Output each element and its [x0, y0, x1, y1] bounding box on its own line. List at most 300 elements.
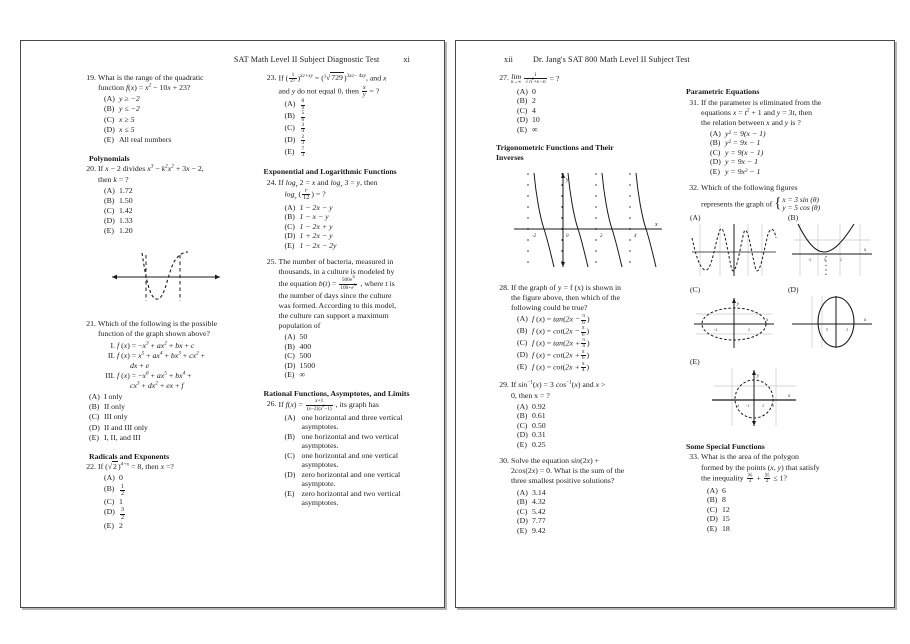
question-number: 27.: [499, 73, 509, 82]
choices-22: [104, 473, 250, 531]
choice-text: I, II, and III: [104, 432, 141, 442]
choice-a[interactable]: [285, 203, 431, 213]
question-stem: Solve the equation sin(2x) + 2cos(2x) = 0. What is the sum of the three smallest positive solutions?: [511, 456, 672, 486]
choice-text: II only: [104, 402, 126, 412]
svg-text:-4: -4: [736, 402, 740, 408]
figure-tall-ellipse: [788, 294, 880, 355]
choice-text: 1.42: [119, 205, 133, 215]
choice-label: (A): [284, 99, 296, 109]
fraction-numerator: 8: [301, 98, 305, 105]
stem-line-1: The number of bacteria, measured in: [278, 257, 394, 267]
question-number: 28.: [499, 283, 509, 293]
svg-text:2: 2: [600, 234, 603, 240]
trig-function: cot: [553, 326, 563, 336]
choice-text: y = 9(x − 1): [725, 147, 764, 157]
choice-text: y = 9x² − 1: [725, 166, 761, 176]
choice-label: (B): [707, 495, 718, 504]
choices-28: [517, 314, 672, 373]
choice-b[interactable]: [517, 411, 672, 421]
stem-line-1: If the parameter is eliminated from the: [701, 97, 822, 107]
choice-b[interactable]: [517, 326, 672, 338]
choice-b[interactable]: [104, 484, 250, 498]
choice-c[interactable]: [517, 106, 672, 116]
choice-d[interactable]: [710, 157, 880, 167]
question-25: [264, 257, 431, 380]
choice-label: (D): [710, 157, 721, 167]
svg-text:2: 2: [748, 326, 750, 332]
choice-text: [300, 147, 431, 159]
choices-23: [285, 99, 431, 158]
choice-e[interactable]: [517, 362, 672, 374]
question-number: 30.: [499, 456, 509, 466]
roman-text: f $(x) = -x^3 + ax^2$ + bx + c: [117, 339, 195, 350]
choice-text: [300, 489, 431, 508]
section-heading-parametric: Parametric Equations: [686, 87, 760, 96]
choice-d[interactable]: [285, 361, 431, 371]
question-stem: If $\log_r 2 = x$ and $\log_r 3 = y$, then $\log_r$ ( $\frac{r}{12}$ ) = ?: [279, 178, 431, 202]
choice-c[interactable]: [710, 148, 880, 158]
choice-c[interactable]: [104, 115, 250, 125]
question-31: [686, 98, 880, 177]
trig-function: tan: [553, 338, 564, 348]
choice-text: 15: [722, 514, 730, 523]
fraction-numerator: π: [581, 360, 585, 367]
choice-text: [119, 507, 250, 521]
choice-e[interactable]: [517, 526, 672, 536]
choice-e[interactable]: [285, 370, 431, 380]
section-heading-rational: Rational Functions, Asymptotes, and Limits: [263, 388, 410, 398]
stem-line-3: [701, 473, 880, 485]
choice-c[interactable]: [104, 206, 250, 216]
fraction-denominator: 6: [582, 319, 585, 326]
choice-b[interactable]: [285, 212, 431, 222]
choice-line-1: one horizontal and two vertical: [301, 431, 399, 441]
choice-label: (A): [104, 185, 115, 195]
choice-text: 2: [119, 521, 123, 530]
fraction-denominator: 6: [301, 116, 305, 123]
choice-text: 1.20: [119, 226, 133, 236]
stem-line-2: [701, 196, 880, 213]
choice-b[interactable]: [285, 111, 431, 123]
choice-text: [300, 451, 431, 470]
stem-line-1: What is the range of the quadratic: [98, 73, 204, 82]
fraction-denominator: 3: [301, 151, 305, 158]
choice-b[interactable]: [707, 495, 880, 505]
choice-text: [300, 111, 431, 123]
choice-label: (C): [517, 338, 528, 348]
stem-line-1: Which of the following is the possible: [98, 319, 218, 329]
figure-choice-e[interactable]: [690, 357, 880, 433]
question-number: 21.: [86, 319, 96, 329]
choice-label: (B): [284, 212, 295, 222]
choices-31: [710, 129, 880, 177]
choice-label: (D): [284, 134, 296, 144]
choice-d[interactable]: [517, 350, 672, 362]
choice-d[interactable]: [707, 514, 880, 524]
choice-text: 8: [722, 495, 726, 504]
choice-e[interactable]: [285, 241, 431, 251]
choices-33: [707, 486, 880, 534]
choice-a[interactable]: [285, 332, 431, 342]
choice-text: 400: [299, 341, 312, 351]
section-heading-trig: Trigonometric Functions and Their Inverses: [496, 143, 614, 162]
choice-c[interactable]: [517, 507, 672, 517]
choice-c[interactable]: [285, 451, 431, 470]
choice-text: f (x) = cot(2x − $\frac{\pi}{6}$ ): [532, 325, 590, 338]
choice-label: (C): [284, 351, 295, 361]
trig-argument: 2x +: [565, 338, 581, 348]
choice-label: (C): [104, 114, 115, 124]
svg-text:2: 2: [846, 326, 848, 332]
figure-choice-c[interactable]: [690, 285, 782, 355]
question-number: 25.: [266, 257, 277, 267]
section-heading-exponential: Exponential and Logarithmic Functions: [263, 167, 397, 177]
left-column-2: [264, 73, 431, 538]
svg-text:-2: -2: [532, 234, 537, 240]
fraction-denominator: 2: [121, 513, 125, 521]
right-column-1: [496, 73, 672, 542]
choices-20: [104, 186, 250, 237]
stem-line-2: formed by the points (x, y) that satisfy: [701, 462, 820, 472]
choice-text: 3.14: [532, 487, 546, 497]
choice-text: 18: [722, 523, 730, 533]
choice-e[interactable]: [707, 524, 880, 534]
choice-text: 7.77: [532, 516, 546, 525]
choice-text: III only: [104, 412, 128, 422]
abs-x-fraction: [747, 473, 754, 485]
choice-label: (D): [707, 514, 718, 523]
choice-text: 1500: [299, 360, 316, 370]
choice-label: (A): [517, 86, 528, 96]
fraction-numerator: |y|: [764, 471, 770, 478]
svg-text:0: 0: [566, 234, 569, 240]
choice-d[interactable]: [104, 216, 250, 226]
stem-line-2: 0, then x = ?: [511, 390, 550, 400]
choice-d[interactable]: [89, 423, 250, 433]
figure-label: (C): [690, 284, 701, 294]
roman-label: III.: [105, 370, 115, 380]
choice-b[interactable]: [104, 196, 250, 206]
fraction-denominator: 4: [581, 366, 585, 373]
choice-a[interactable]: [104, 473, 250, 483]
choice-d[interactable]: [285, 135, 431, 147]
fraction-numerator: 1: [121, 482, 125, 490]
choice-label: (E): [284, 370, 295, 380]
choice-text: y = 9x − 1: [725, 157, 759, 167]
question-number: 32.: [689, 183, 699, 193]
roman-option-i: [104, 341, 250, 351]
choice-text: y² = 9(x − 1): [725, 128, 766, 138]
choice-text: [119, 484, 250, 498]
stem-line-3: the equation b(t) = $\frac{500e^{3t}}{100+e^{3t}}$ , where t is: [278, 275, 395, 291]
stem-line-2: 2cos(2x) = 0. What is the sum of the: [511, 466, 625, 476]
choice-e[interactable]: [285, 489, 431, 508]
question-19: [83, 73, 250, 145]
choice-d[interactable]: [517, 516, 672, 526]
choice-label: (C): [284, 450, 295, 460]
question-22: [83, 462, 250, 531]
svg-text:2: 2: [840, 256, 842, 262]
choice-label: (B): [104, 104, 115, 114]
question-number: 26.: [266, 399, 277, 409]
choice-b[interactable]: [710, 138, 880, 148]
fraction-denominator: 4: [301, 128, 305, 135]
choice-label: (C): [707, 504, 718, 514]
choice-text: 0.61: [532, 411, 546, 421]
fraction-numerator: 3: [121, 506, 125, 514]
choice-text: 1 − 2x − y: [299, 202, 333, 212]
fraction-numerator: |x|: [747, 471, 753, 478]
right-page-columns: [470, 73, 880, 542]
choice-c[interactable]: [285, 123, 431, 135]
abs-y-fraction: [764, 473, 771, 485]
choice-c[interactable]: [707, 505, 880, 515]
choice-d[interactable]: [517, 430, 672, 440]
choice-label: (D): [104, 216, 115, 225]
question-number: 29.: [499, 380, 509, 390]
plus-sign: +: [754, 473, 763, 483]
choice-label: (E): [104, 226, 114, 236]
choice-b[interactable]: [517, 497, 672, 507]
stem-line-2: and y do not equal 0, then $\frac{x}{y}$ = ?: [278, 83, 380, 99]
choice-text: II and III only: [104, 422, 148, 432]
choice-d[interactable]: [285, 470, 431, 489]
choice-text: f (x) = cot(2x + $\frac{\pi}{4}$ ): [532, 360, 590, 373]
svg-text:-2: -2: [746, 402, 750, 408]
parametric-system: { x = 3 sin (θ) y = 5 cos (θ): [774, 194, 821, 213]
choice-b[interactable]: [517, 96, 672, 106]
choice-c[interactable]: [285, 222, 431, 232]
choice-b[interactable]: [285, 342, 431, 352]
choice-a[interactable]: [104, 94, 250, 104]
choice-text: 1.50: [119, 195, 133, 205]
choice-e[interactable]: [517, 440, 672, 450]
choice-label: (E): [284, 146, 295, 156]
choice-label: (B): [710, 138, 721, 148]
running-head-left: [35, 53, 430, 67]
roman-text: f $(x) = x^5 + ax^4 + bx^3 + cx^2$ + dx + e: [117, 350, 206, 370]
choice-a[interactable]: [517, 314, 672, 326]
choice-label: (C): [517, 420, 528, 430]
choice-d[interactable]: [517, 115, 672, 125]
choice-label: (D): [517, 349, 528, 359]
fraction-denominator: 2: [764, 478, 771, 484]
left-column-1: [83, 73, 250, 538]
choice-e[interactable]: [710, 167, 880, 177]
question-number: 24.: [266, 177, 277, 187]
choice-e[interactable]: [517, 125, 672, 135]
choice-label: (E): [707, 523, 717, 533]
choice-text: [300, 123, 431, 135]
choice-b[interactable]: [104, 104, 250, 114]
choice-label: (D): [284, 360, 296, 370]
svg-text:y: y: [757, 373, 760, 379]
fraction-denominator: 6: [581, 355, 585, 362]
choice-label: (E): [517, 124, 527, 134]
choice-label: (A): [104, 94, 115, 104]
choice-line-2: asymptotes.: [301, 460, 339, 470]
question-32: [686, 183, 880, 433]
choice-a[interactable]: [517, 402, 672, 412]
choice-d[interactable]: [104, 507, 250, 521]
stem-line-3-pre: the inequality: [701, 473, 746, 483]
choice-c[interactable]: [285, 351, 431, 361]
question-stem: If $\sin^{-1}(x) = 3$ $\cos^{-1}(x)$ and x > 0, then x = ?: [511, 380, 672, 400]
figure-label: (A): [690, 212, 701, 222]
figure-parabola: [788, 222, 880, 283]
svg-text:0: 0: [824, 256, 826, 262]
stem-line-1: What is the area of the polygon: [701, 452, 799, 462]
question-stem: [701, 452, 880, 484]
choice-text: 4.32: [532, 497, 546, 506]
choice-text: 1 − x − y: [299, 212, 329, 222]
choice-a[interactable]: [285, 99, 431, 111]
page-left: [20, 40, 445, 608]
choice-text: 9.42: [532, 525, 546, 535]
choice-e[interactable]: [104, 135, 250, 145]
choice-label: (E): [89, 432, 99, 442]
choice-text: [300, 99, 431, 111]
svg-text:x: x: [864, 317, 867, 323]
roman-option-iii: [104, 371, 250, 391]
trig-argument: 2x −: [565, 326, 580, 336]
stem-line-2: then k = ?: [98, 174, 129, 184]
choice-text: 1.33: [119, 216, 133, 225]
question-stem: If $(√2)^{4+x} = 8$, then x =?: [98, 461, 174, 472]
choice-c[interactable]: [89, 412, 250, 422]
choice-label: (D): [104, 507, 115, 517]
choice-label: (D): [284, 231, 296, 241]
choice-label: (D): [517, 430, 528, 440]
choice-c[interactable]: [517, 338, 672, 350]
choice-label: (A): [517, 401, 528, 411]
choice-text: 1 − 2x + y: [299, 221, 333, 231]
question-21: [83, 319, 250, 443]
choices-29: [517, 402, 672, 450]
svg-text:x: x: [864, 247, 867, 253]
choice-c[interactable]: [104, 497, 250, 507]
fraction-numerator: π: [582, 313, 585, 320]
limit-word: lim: [511, 72, 522, 82]
choice-d[interactable]: [285, 231, 431, 241]
choice-text: f (x) = tan(2x − $\frac{\pi}{6}$ ): [532, 313, 590, 326]
choice-text: [300, 413, 431, 432]
choice-label: (D): [517, 115, 528, 125]
choice-text: y ≤ −2: [119, 104, 140, 114]
choice-label: (D): [89, 422, 100, 432]
choice-label: (E): [517, 525, 527, 535]
trig-argument: 2x +: [565, 361, 580, 371]
fraction-denominator: 9: [301, 104, 305, 111]
fraction-denominator: 3: [301, 140, 305, 147]
question-29: [496, 380, 672, 449]
choice-a[interactable]: [517, 87, 672, 97]
fraction-numerator: 2: [301, 133, 305, 140]
choice-label: (A): [707, 485, 718, 495]
figure-choice-a[interactable]: [690, 213, 782, 283]
choice-a[interactable]: [710, 129, 880, 139]
choice-a[interactable]: [89, 392, 250, 402]
fraction-denominator: 4: [582, 343, 585, 350]
choice-c[interactable]: [517, 421, 672, 431]
stem-line-3: the relation between x and y is ?: [701, 117, 801, 127]
choice-label: (B): [284, 111, 295, 121]
choice-text: [300, 470, 431, 489]
choice-label: (B): [517, 96, 528, 106]
choice-text: 5.42: [532, 506, 546, 516]
figure-choice-b[interactable]: [788, 213, 880, 283]
question-32-stem: [686, 183, 880, 213]
choice-a[interactable]: [517, 488, 672, 498]
choice-text: x ≥ 5: [119, 114, 135, 124]
svg-text:y: y: [566, 177, 569, 184]
fraction-numerator: 5: [301, 110, 305, 117]
fraction-numerator: 3: [301, 122, 305, 129]
question-24: [264, 178, 431, 250]
stem-line-3: following could be true?: [511, 303, 588, 313]
choice-b[interactable]: [89, 402, 250, 412]
question-number: 33.: [689, 452, 699, 462]
choice-text: 0: [119, 473, 123, 483]
choice-e[interactable]: [104, 226, 250, 236]
choice-text: 10: [532, 115, 540, 125]
question-20: [83, 164, 250, 236]
choice-label: (C): [284, 123, 295, 133]
stem-line-2: function of the graph shown above?: [98, 329, 210, 339]
question-number: 31.: [689, 97, 699, 107]
folio-number: xi: [403, 55, 410, 64]
choices-30: [517, 488, 672, 536]
choice-d[interactable]: [104, 125, 250, 135]
choice-label: (D): [104, 124, 115, 134]
stem-line-4: the number of days since the culture: [278, 290, 392, 300]
figure-wavy-curve: [690, 222, 782, 283]
choices-25: [285, 332, 431, 380]
choice-e[interactable]: [104, 521, 250, 531]
choice-text: 0: [532, 86, 536, 96]
choice-text: 4: [532, 105, 536, 115]
figure-choice-d[interactable]: [788, 285, 880, 355]
choice-text: 0.31: [532, 430, 546, 440]
roman-text: f $(x) = -x^6 + ax^5 + bx^4$ + $cx^3 + dx^2$ + ex + f: [117, 370, 192, 390]
svg-text:-2: -2: [714, 326, 718, 332]
trig-function: tan: [553, 314, 564, 324]
stem-line-3: three smallest positive solutions?: [511, 476, 615, 486]
question-23: [264, 73, 431, 158]
running-head-title: Dr. Jang's SAT 800 Math Level II Subject Test: [532, 55, 690, 64]
choice-a[interactable]: [707, 486, 880, 496]
choice-text: 12: [722, 504, 730, 514]
choice-e[interactable]: [89, 433, 250, 443]
choice-a[interactable]: [104, 186, 250, 196]
choice-label: (B): [104, 195, 115, 205]
stem-line-2: thousands, in a culture is modeled by: [278, 267, 395, 277]
choice-e[interactable]: [285, 147, 431, 159]
choice-a[interactable]: [285, 413, 431, 432]
choice-b[interactable]: [285, 432, 431, 451]
question-stem: [701, 98, 880, 128]
svg-text:x: x: [655, 222, 658, 229]
trig-function: cot: [553, 361, 563, 371]
choice-label: (C): [104, 205, 115, 215]
choice-label: (E): [104, 521, 114, 530]
choice-label: (A): [284, 412, 296, 422]
choice-label: (D): [284, 469, 296, 479]
choice-label: (B): [517, 326, 528, 336]
choices-26: [285, 413, 431, 508]
choice-label: (B): [517, 411, 528, 421]
running-head-right: [470, 53, 880, 67]
